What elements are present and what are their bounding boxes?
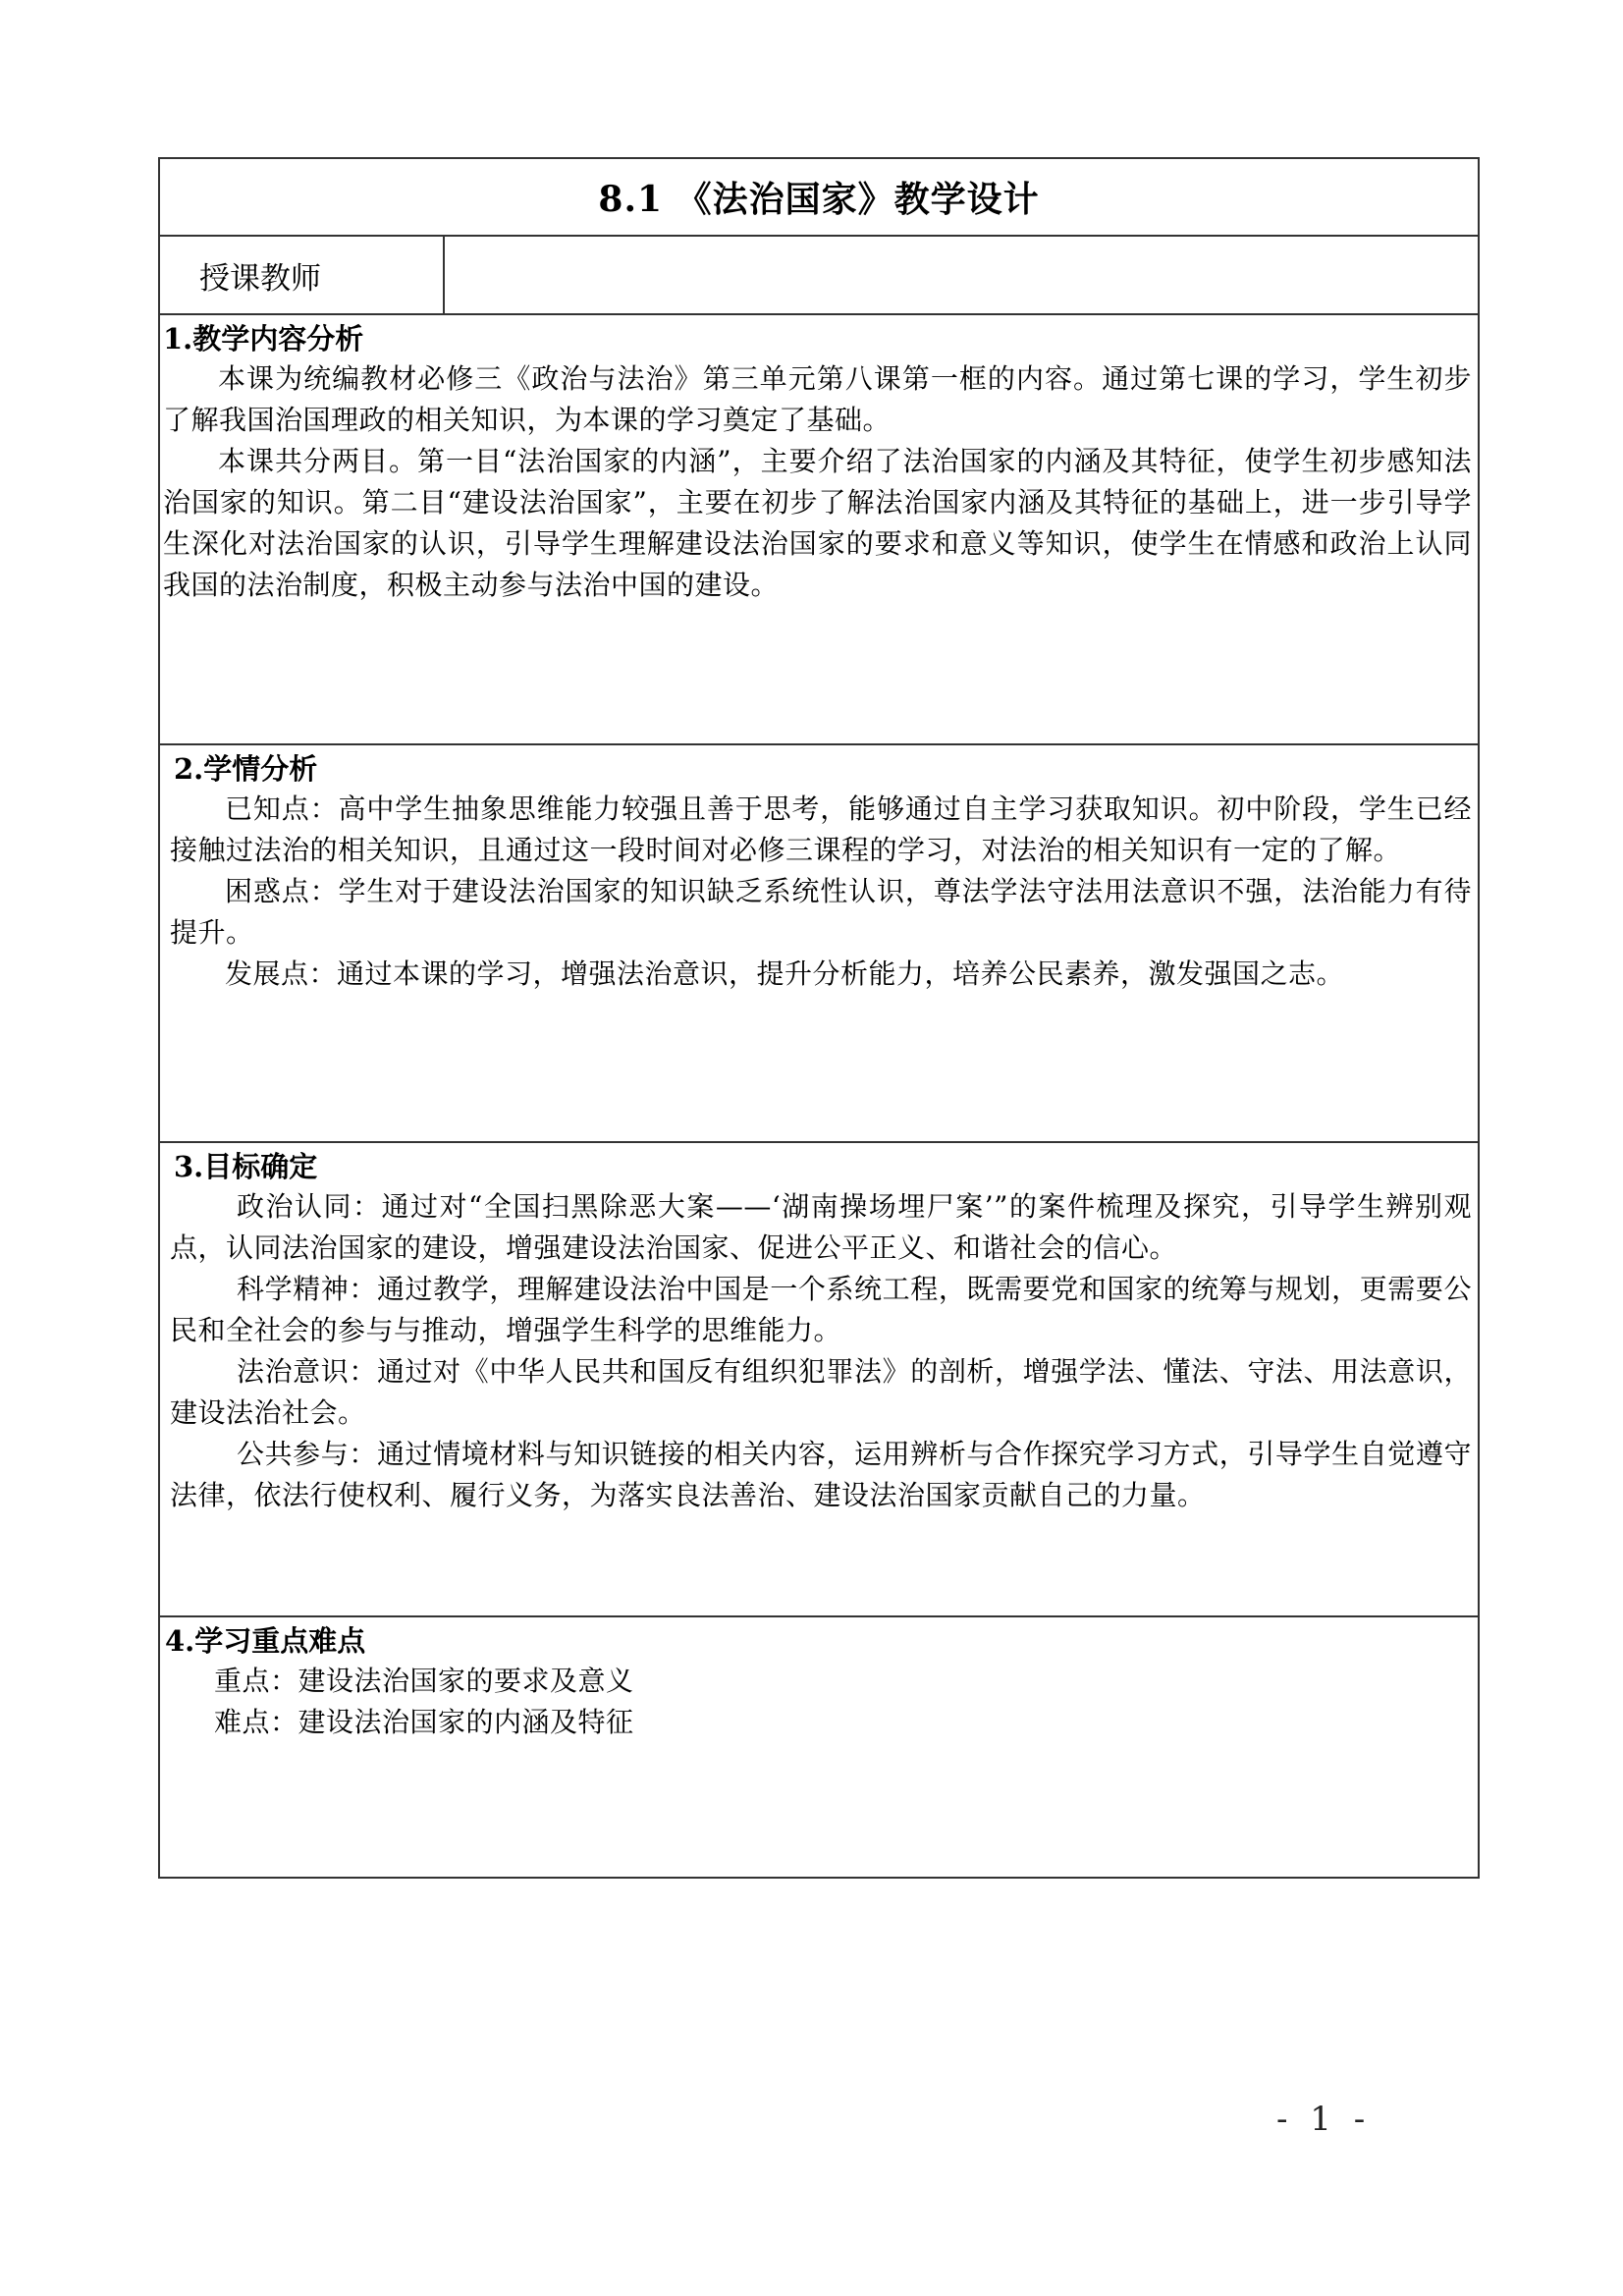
section-heading: 4.学习重点难点 [165, 1624, 366, 1658]
teacher-value-cell [445, 237, 1478, 313]
section-heading: 2.学情分析 [174, 752, 318, 786]
section-student-analysis [160, 745, 1478, 1143]
section-paragraph: 科学精神：通过教学，理解建设法治中国是一个系统工程，既需要党和国家的统筹与规划，更需要公民和全社会的参与与推动，增强学生科学的思维能力。 [170, 1273, 1472, 1346]
lesson-plan-table [158, 157, 1480, 1879]
teacher-label: 授课教师 [160, 237, 445, 313]
section-paragraph: 已知点：高中学生抽象思维能力较强且善于思考，能够通过自主学习获取知识。初中阶段，学生已经接触过法治的相关知识，且通过这一段时间对必修三课程的学习，对法治的相关知识有一定的了解。 [170, 793, 1472, 866]
section-key-points [160, 1617, 1478, 1877]
document-title: 8.1 《法治国家》教学设计 [598, 179, 1040, 220]
section-heading: 3.目标确定 [174, 1150, 318, 1183]
teacher-row [160, 237, 1478, 315]
section-paragraph: 公共参与：通过情境材料与知识链接的相关内容，运用辨析与合作探究学习方式，引导学生自觉遵守法律，依法行使权利、履行义务，为落实良法善治、建设法治国家贡献自己的力量。 [170, 1438, 1472, 1511]
section-paragraph: 本课为统编教材必修三《政治与法治》第三单元第八课第一框的内容。通过第七课的学习，学生初步了解我国治国理政的相关知识，为本课的学习奠定了基础。 [163, 362, 1472, 436]
section-paragraph: 发展点：通过本课的学习，增强法治意识，提升分析能力，培养公民素养，激发强国之志。 [225, 957, 1345, 990]
section-paragraph: 重点：建设法治国家的要求及意义 [214, 1665, 634, 1697]
title-row [160, 159, 1478, 237]
section-content-analysis [160, 315, 1478, 745]
page-number: - 1 - [1276, 2100, 1372, 2139]
section-paragraph: 法治意识：通过对《中华人民共和国反有组织犯罪法》的剖析，增强学法、懂法、守法、用法意识，建设法治社会。 [170, 1355, 1472, 1429]
section-heading: 1.教学内容分析 [163, 322, 364, 355]
section-paragraph: 政治认同：通过对“全国扫黑除恶大案——‘湖南操场埋尸案’”的案件梳理及探究，引导学生辨别观点，认同法治国家的建设，增强建设法治国家、促进公平正义、和谐社会的信心。 [170, 1190, 1472, 1264]
section-objectives [160, 1143, 1478, 1617]
section-paragraph: 本课共分两目。第一目“法治国家的内涵”，主要介绍了法治国家的内涵及其特征，使学生初步感知法治国家的知识。第二目“建设法治国家”，主要在初步了解法治国家内涵及其特征的基础上，进一步引导学生深化对法治国家的认识，引导学生理解建设法治国家的要求和意义等知识，使学生在情感和政治上认同我国的法治制度，积极主动参与法治中国的建设。 [163, 445, 1472, 601]
section-paragraph: 困惑点：学生对于建设法治国家的知识缺乏系统性认识，尊法学法守法用法意识不强，法治能力有待提升。 [170, 875, 1472, 949]
section-paragraph: 难点：建设法治国家的内涵及特征 [214, 1706, 634, 1738]
